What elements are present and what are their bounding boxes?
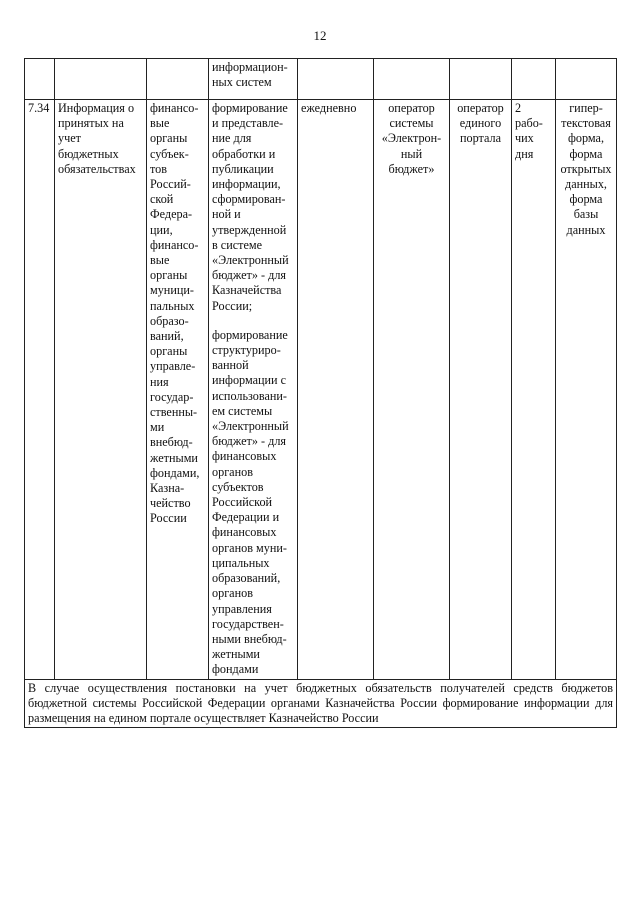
cell-format: гипер- текстовая форма, форма открытых данных, форма базы данных: [556, 100, 617, 680]
cell-placement: оператор единого портала: [450, 100, 512, 680]
cell-empty: [147, 59, 209, 100]
cell-formation-method: формирование и представле- ние для обработки и публикации информации, сформирован- ной и утвержденной в системе «Электронный бюджет» - для Казначейства России; формирование структуриро- ванной информации с использовани- ем системы «Электронный бюджет» - для финансовых органов субъектов Российской Федерации и финансовых органов муни- ципальных образований, органов управления государствен- ными внебюд- жетными фондами: [209, 100, 298, 680]
cell-empty: [512, 59, 556, 100]
cell-continuation-text: [209, 59, 298, 100]
cell-information-name: Информация о принятых на учет бюджетных обязательствах: [55, 100, 147, 680]
cell-responsible-bodies: финансо- вые органы субъек- тов Россий- ской Федера- ции, финансо- вые органы муници- пальных образо- ваний, органы управле- ния государ- ственны- ми внебюд- жетными фондами, Казна- чейство России: [147, 100, 209, 680]
page-number: 12: [313, 28, 327, 43]
note-line: России: [341, 710, 379, 725]
text-line: ных систем: [212, 75, 272, 90]
cell-empty: [450, 59, 512, 100]
note-line: бюджетов бюджетной системы Российской Федерации органами Казначейства России: [28, 680, 613, 710]
note-text: [25, 679, 617, 728]
cell-responsible-operator: оператор системы «Электрон- ный бюджет»: [374, 100, 450, 680]
note-row: [25, 679, 617, 728]
note-line: В случае осуществления постановки на учет бюджетных обязательств получателей средств: [28, 680, 553, 695]
cell-empty: [556, 59, 617, 100]
document-table: [24, 58, 617, 728]
cell-empty: [25, 59, 55, 100]
cell-item-number: 7.34: [25, 100, 55, 680]
note-line: формирование информации для размещения на едином портале осуществляет Казначейство: [28, 695, 614, 725]
continuation-row: [25, 59, 617, 100]
text-line: информацион-: [212, 60, 288, 74]
cell-frequency: ежедневно: [298, 100, 374, 680]
cell-empty: [374, 59, 450, 100]
table-row-7-34: [25, 100, 617, 680]
cell-empty: [298, 59, 374, 100]
cell-empty: [55, 59, 147, 100]
cell-term: 2 рабо- чих дня: [512, 100, 556, 680]
